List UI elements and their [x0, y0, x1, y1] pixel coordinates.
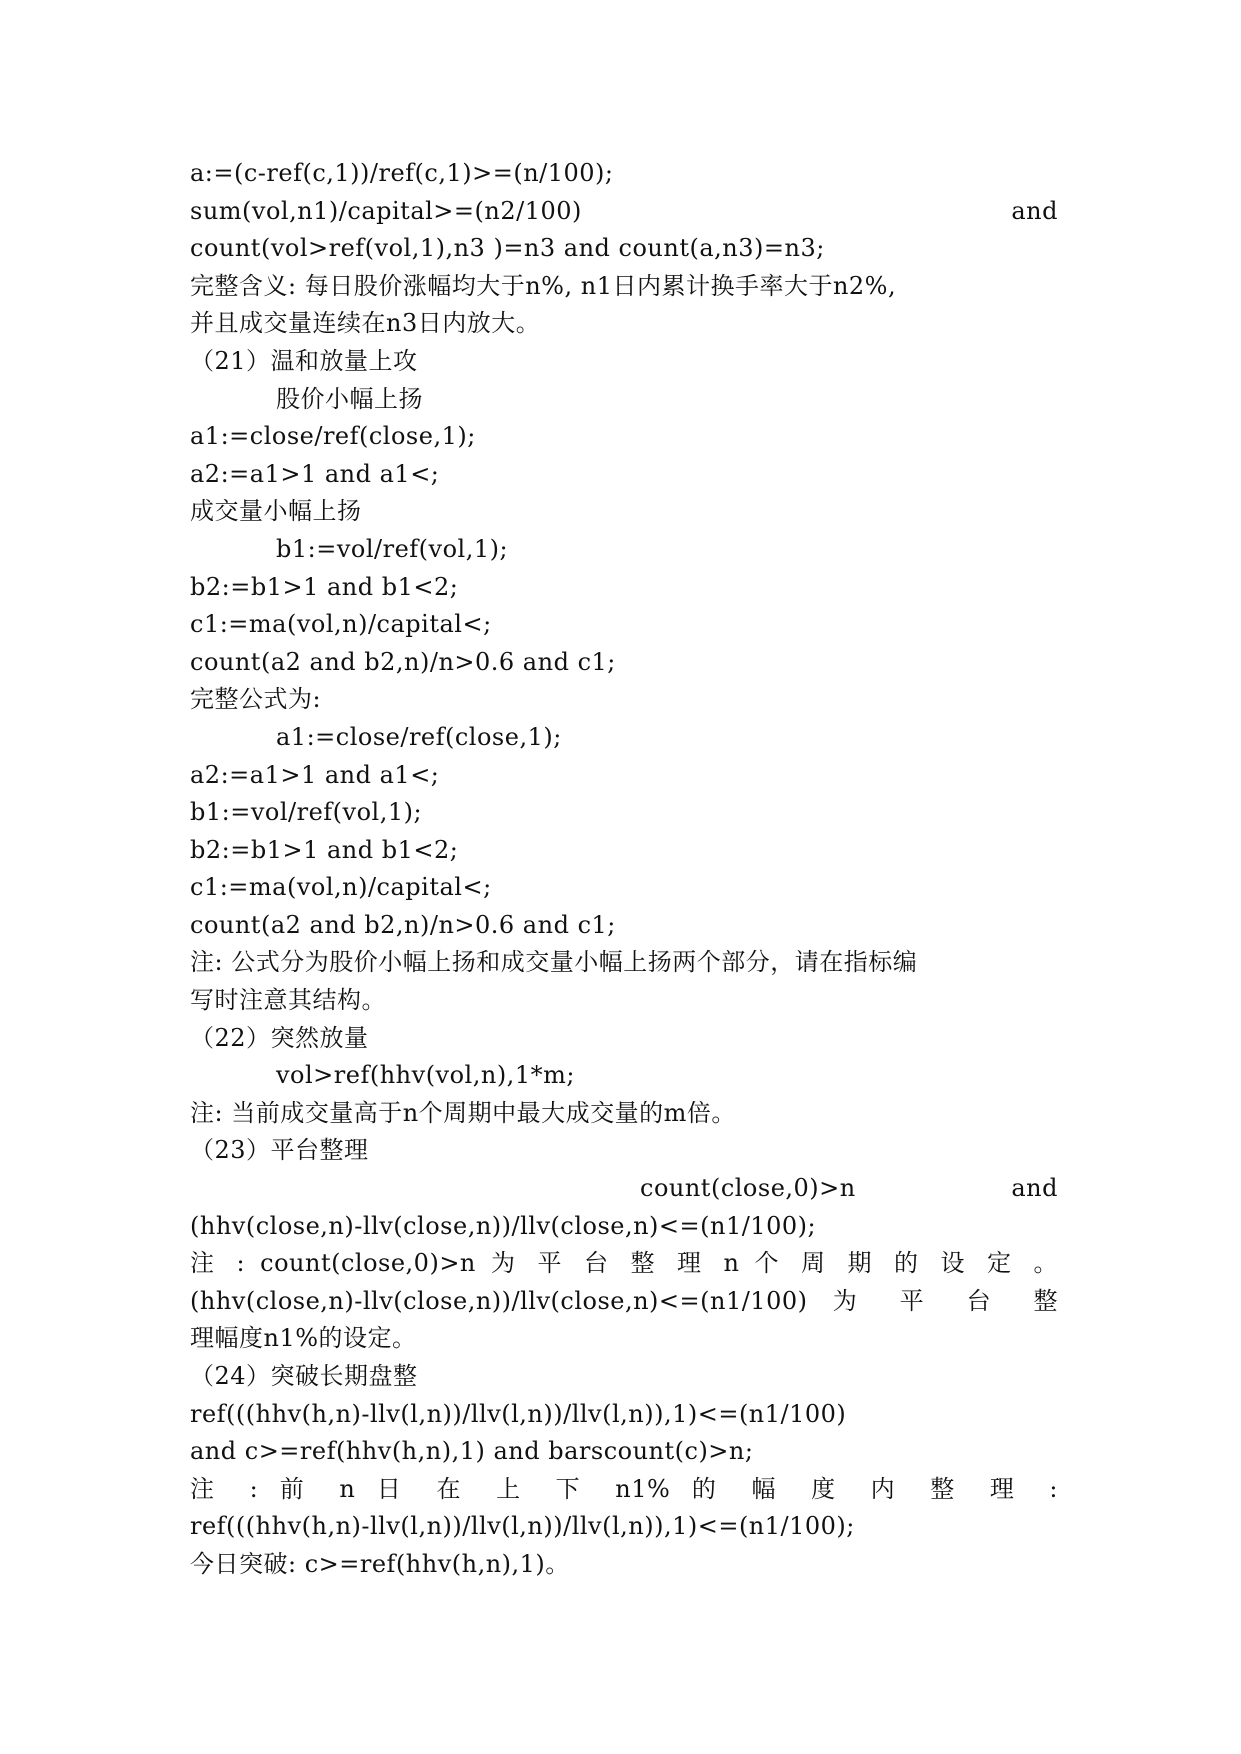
text-line: 完整含义: 每日股价涨幅均大于n%, n1日内累计换手率大于n2%, — [190, 271, 897, 300]
code-line: (hhv(close,n)-llv(close,n))/llv(close,n)<=(n1/100); — [190, 1211, 817, 1240]
text-segment: and — [1011, 1174, 1058, 1203]
code-line: b2:=b1>1 and b1<2; — [190, 572, 459, 601]
text-line — [190, 193, 1058, 231]
code-line: c1:=ma(vol,n)/capital<; — [190, 873, 492, 902]
code-line: vol>ref(hhv(vol,n),1*m; — [276, 1061, 575, 1090]
text-line: count(vol>ref(vol,1),n3 )=n3 and count(a,n3)=n3; — [190, 234, 825, 263]
code-line: a2:=a1>1 and a1<; — [190, 760, 440, 789]
section-heading: （22）突然放量 — [190, 1023, 369, 1052]
text-segment: count(close,0)>n — [640, 1174, 856, 1203]
text-segment: sum(vol,n1)/capital>=(n2/100) — [190, 196, 582, 225]
code-line: count(a2 and b2,n)/n>0.6 and c1; — [190, 910, 616, 939]
code-line: b1:=vol/ref(vol,1); — [276, 534, 509, 563]
text-line: 理幅度n1%的设定。 — [190, 1324, 417, 1353]
code-line: a2:=a1>1 and a1<; — [190, 459, 440, 488]
text-line: 并且成交量连续在n3日内放大。 — [190, 309, 541, 338]
code-line: a1:=close/ref(close,1); — [276, 722, 562, 751]
text-line: 股价小幅上扬 — [276, 384, 423, 413]
section-heading: （23）平台整理 — [190, 1136, 369, 1165]
text-line: 注: 公式分为股价小幅上扬和成交量小幅上扬两个部分，请在指标编 — [190, 948, 918, 977]
section-heading: （21）温和放量上攻 — [190, 346, 418, 375]
code-line: ref(((hhv(h,n)-llv(l,n))/llv(l,n))/llv(l,n)),1)<=(n1/100); — [190, 1512, 855, 1541]
text-line: 今日突破: c>=ref(hhv(h,n),1)。 — [190, 1549, 570, 1578]
code-line: b1:=vol/ref(vol,1); — [190, 798, 423, 827]
code-line: a1:=close/ref(close,1); — [190, 422, 476, 451]
code-line: count(a2 and b2,n)/n>0.6 and c1; — [190, 647, 616, 676]
code-line: ref(((hhv(h,n)-llv(l,n))/llv(l,n))/llv(l,n)),1)<=(n1/100) — [190, 1399, 847, 1428]
section-heading: （24）突破长期盘整 — [190, 1362, 418, 1390]
text-line: a:=(c-ref(c,1))/ref(c,1)>=(n/100); — [190, 159, 614, 187]
text-line: 注 : 前 n 日 在 上 下 n1% 的 幅 度 内 整 理 : — [190, 1474, 1058, 1503]
text-segment: and — [1011, 196, 1058, 225]
text-line: (hhv(close,n)-llv(close,n))/llv(close,n)<=(n1/100) 为 平 台 整 — [190, 1286, 1058, 1315]
document-body — [190, 155, 1058, 1584]
code-line: c1:=ma(vol,n)/capital<; — [190, 610, 492, 639]
text-line: 注 : count(close,0)>n 为 平 台 整 理 n 个 周 期 的 设 定 。 — [190, 1249, 1058, 1278]
text-line: 注: 当前成交量高于n个周期中最大成交量的m倍。 — [190, 1098, 736, 1127]
text-line: 写时注意其结构。 — [190, 986, 386, 1015]
text-line: 完整公式为: — [190, 685, 322, 714]
text-line: 成交量小幅上扬 — [190, 497, 362, 526]
code-line: b2:=b1>1 and b1<2; — [190, 835, 459, 864]
code-line — [190, 1170, 1058, 1208]
code-line: and c>=ref(hhv(h,n),1) and barscount(c)>n; — [190, 1437, 754, 1466]
